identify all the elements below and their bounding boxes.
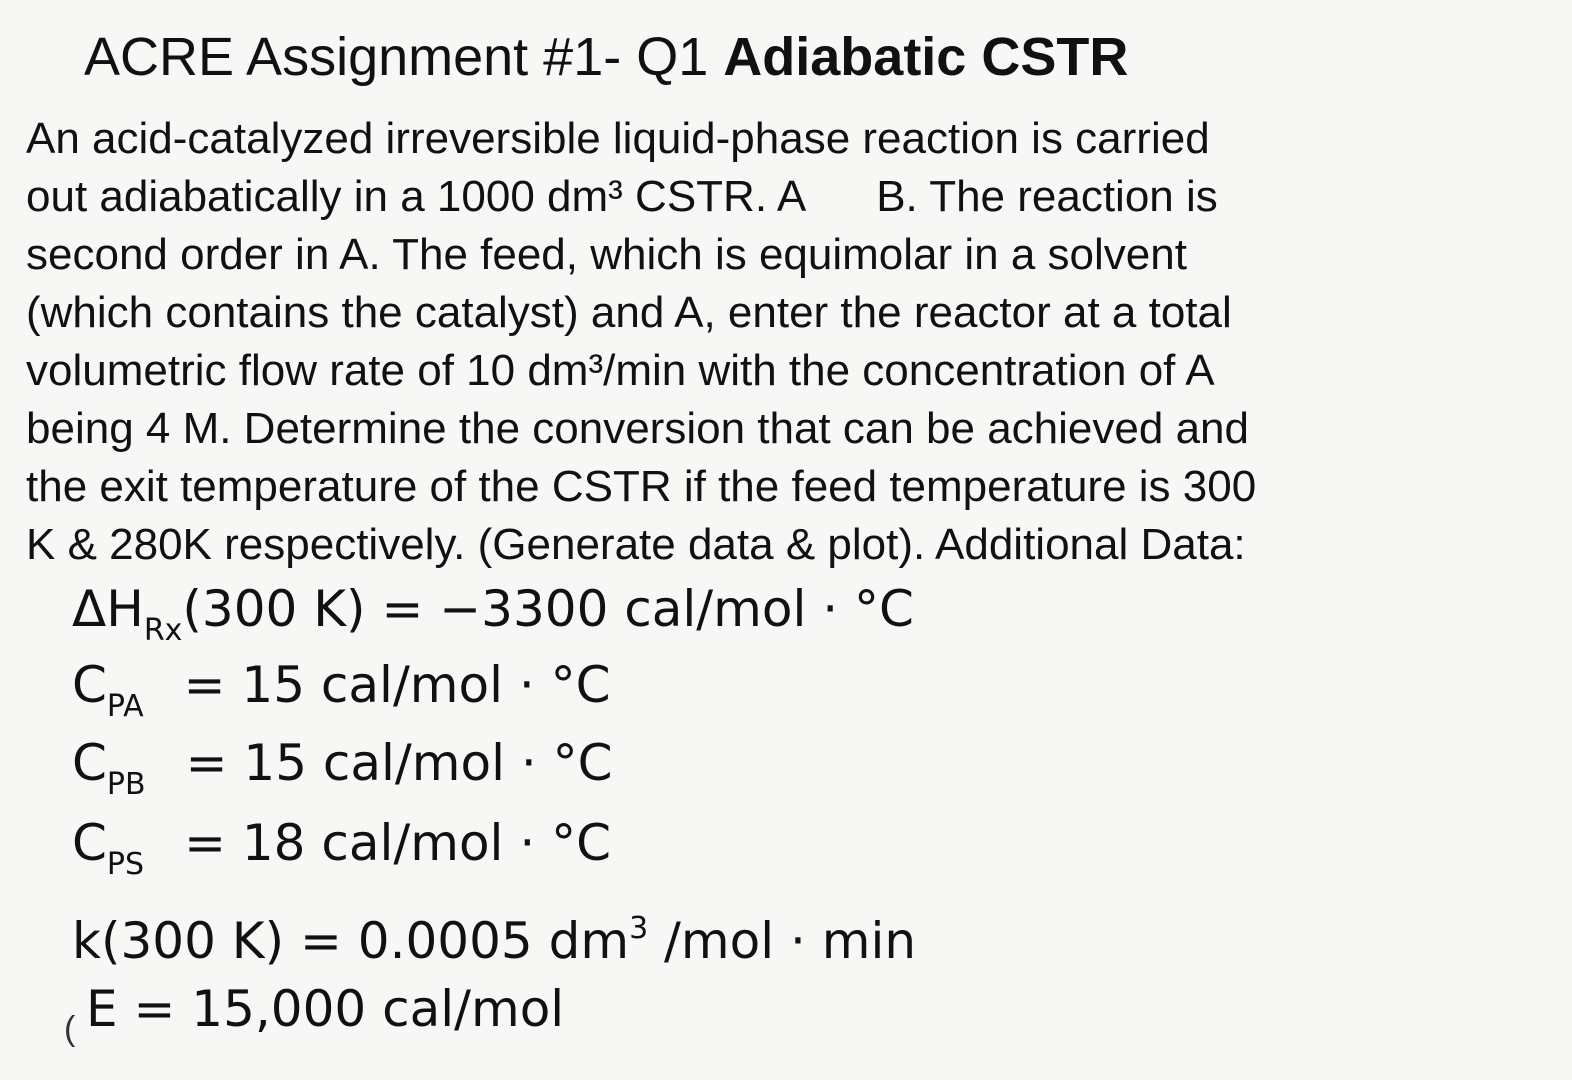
paragraph-line: An acid-catalyzed irreversible liquid-phase reaction is carried [26,114,1210,163]
paragraph-line: out adiabatically in a 1000 dm³ CSTR. A B. The reaction is [26,172,1218,221]
paragraph-line: volumetric flow rate of 10 dm³/min with the concentration of A [26,346,1215,395]
page-title [84,22,1128,92]
title-regular: ACRE Assignment #1- Q1 [84,27,724,87]
equation-cps: $C_{PS} = 18$ cal/mol · °C [72,814,612,882]
paragraph-line: being 4 M. Determine the conversion that can be achieved and [26,404,1249,453]
paragraph-line: K & 280K respectively. (Generate data & plot). Additional Data: [26,520,1246,569]
paragraph-line: (which contains the catalyst) and A, enter the reactor at a total [26,288,1232,337]
equation-activation-energy: E = 15,000 cal/mol [86,980,565,1038]
title-bold: Adiabatic CSTR [723,27,1129,87]
equation-cpb: $C_{PB} = 15$ cal/mol · °C [72,734,613,802]
paragraph-line: second order in A. The feed, which is equimolar in a solvent [26,230,1187,279]
equation-cpa: $C_{PA} = 15$ cal/mol · °C [72,656,611,724]
equation-enthalpy: $\Delta H_{Rx}(300$ K) = −3300 cal/mol · °C [72,580,914,648]
margin-mark: ( [64,1010,76,1048]
equation-rate-constant: k(300 K) = 0.0005 $dm^3$ /mol · min [72,911,917,970]
paragraph-line: the exit temperature of the CSTR if the feed temperature is 300 [26,462,1257,511]
problem-statement [26,110,1556,574]
